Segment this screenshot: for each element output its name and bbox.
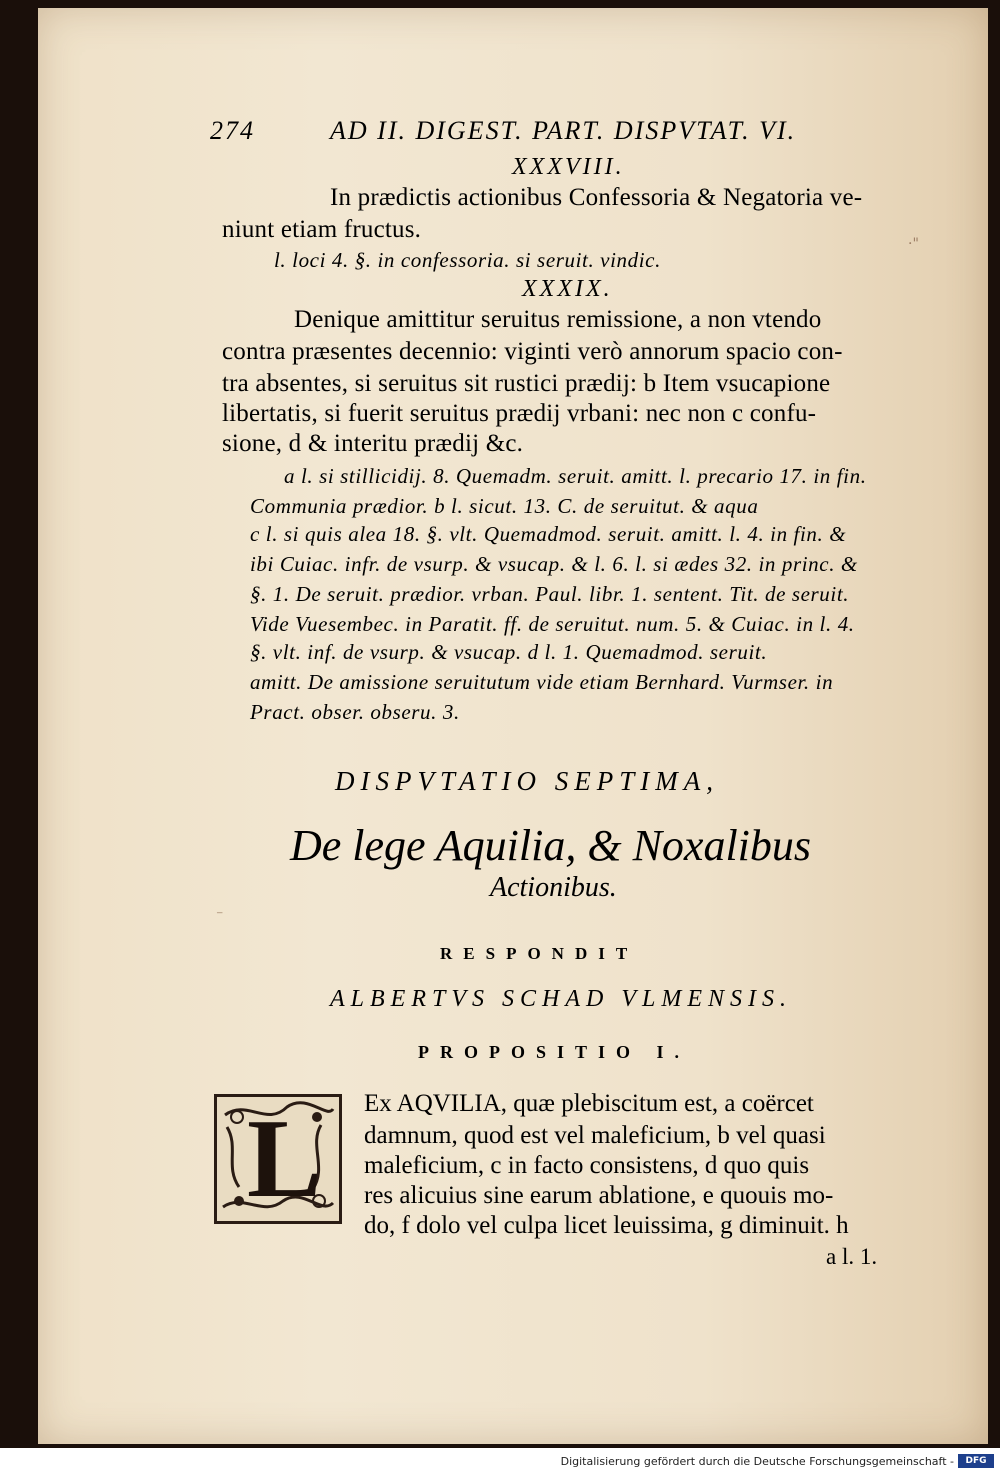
catchword: a l. 1.	[826, 1244, 878, 1269]
footnote-line: ibi Cuiac. infr. de vsurp. & vsucap. & l. 6. l. si ædes 32. in princ. &	[250, 552, 858, 576]
body-line: niunt etiam fructus.	[222, 216, 422, 243]
dfg-logo-icon: DFG	[958, 1454, 994, 1468]
footnote-line: c l. si quis alea 18. §. vlt. Quemadmod. seruit. amitt. l. 4. in fin. &	[250, 522, 847, 546]
body-line: contra præsentes decennio: viginti verò annorum spacio con-	[222, 338, 843, 365]
disputatio-title-continued: Actionibus.	[490, 872, 617, 903]
propositio-line: res alicuius sine earum ablatione, e quouis mo-	[364, 1182, 834, 1209]
margin-speck: ⁻	[216, 908, 224, 924]
footnote-line: §. 1. De seruit. prædior. vrban. Paul. libr. 1. sentent. Tit. de seruit.	[250, 582, 850, 606]
footnote-line: a l. si stillicidij. 8. Quemadm. seruit. amitt. l. precario 17. in fin.	[284, 464, 867, 488]
body-line: In prædictis actionibus Confessoria & Negatoria ve-	[330, 184, 863, 211]
section-numeral-39: XXXIX.	[522, 276, 613, 302]
footnote-line: §. vlt. inf. de vsurp. & vsucap. d l. 1. Quemadmod. seruit.	[250, 640, 768, 664]
body-line: Denique amittitur seruitus remissione, a non vtendo	[294, 306, 822, 333]
funding-notice: Digitalisierung gefördert durch die Deutsche Forschungsgemeinschaft -	[560, 1455, 954, 1468]
page-number: 274	[210, 116, 255, 145]
body-line: libertatis, si fuerit seruitus prædij vrbani: nec non c confu-	[222, 400, 817, 427]
body-line: sione, d & interitu prædij &c.	[222, 430, 524, 457]
section-numeral-38: XXXVIII.	[512, 154, 625, 180]
disputatio-title: De lege Aquilia, & Noxalibus	[290, 821, 812, 870]
footnote-line: Pract. obser. obseru. 3.	[250, 700, 460, 724]
running-title: AD II. DIGEST. PART. DISPVTAT. VI.	[330, 116, 797, 145]
margin-speck: ·"	[908, 236, 919, 252]
disputatio-heading: DISPVTATIO SEPTIMA,	[335, 766, 719, 796]
decorated-initial	[214, 1094, 342, 1224]
running-head	[210, 116, 850, 146]
propositio-line: maleficium, c in facto consistens, d quo quis	[364, 1152, 810, 1179]
respondent-name: ALBERTVS SCHAD VLMENSIS.	[330, 986, 792, 1012]
propositio-heading: PROPOSITIO I.	[418, 1042, 691, 1062]
initial-letter: L	[247, 1097, 322, 1221]
footnote-line: amitt. De amissione seruitutum vide etiam Bernhard. Vurmser. in	[250, 670, 834, 694]
footnote-line: l. loci 4. §. in confessoria. si seruit. vindic.	[274, 248, 661, 272]
footnote-line: Communia prædior. b l. sicut. 13. C. de seruitut. & aqua	[250, 494, 759, 518]
body-line: tra absentes, si seruitus sit rustici prædij: b Item vsucapione	[222, 370, 831, 397]
propositio-line: Ex AQVILIA, quæ plebiscitum est, a coërcet	[364, 1090, 814, 1117]
footnote-line: Vide Vuesembec. in Paratit. ff. de seruitut. num. 5. & Cuiac. in l. 4.	[250, 612, 855, 636]
propositio-line: do, f dolo vel culpa licet leuissima, g diminuit. h	[364, 1212, 849, 1239]
propositio-line: damnum, quod est vel maleficium, b vel quasi	[364, 1122, 826, 1149]
respondit-label: RESPONDIT	[440, 944, 639, 963]
